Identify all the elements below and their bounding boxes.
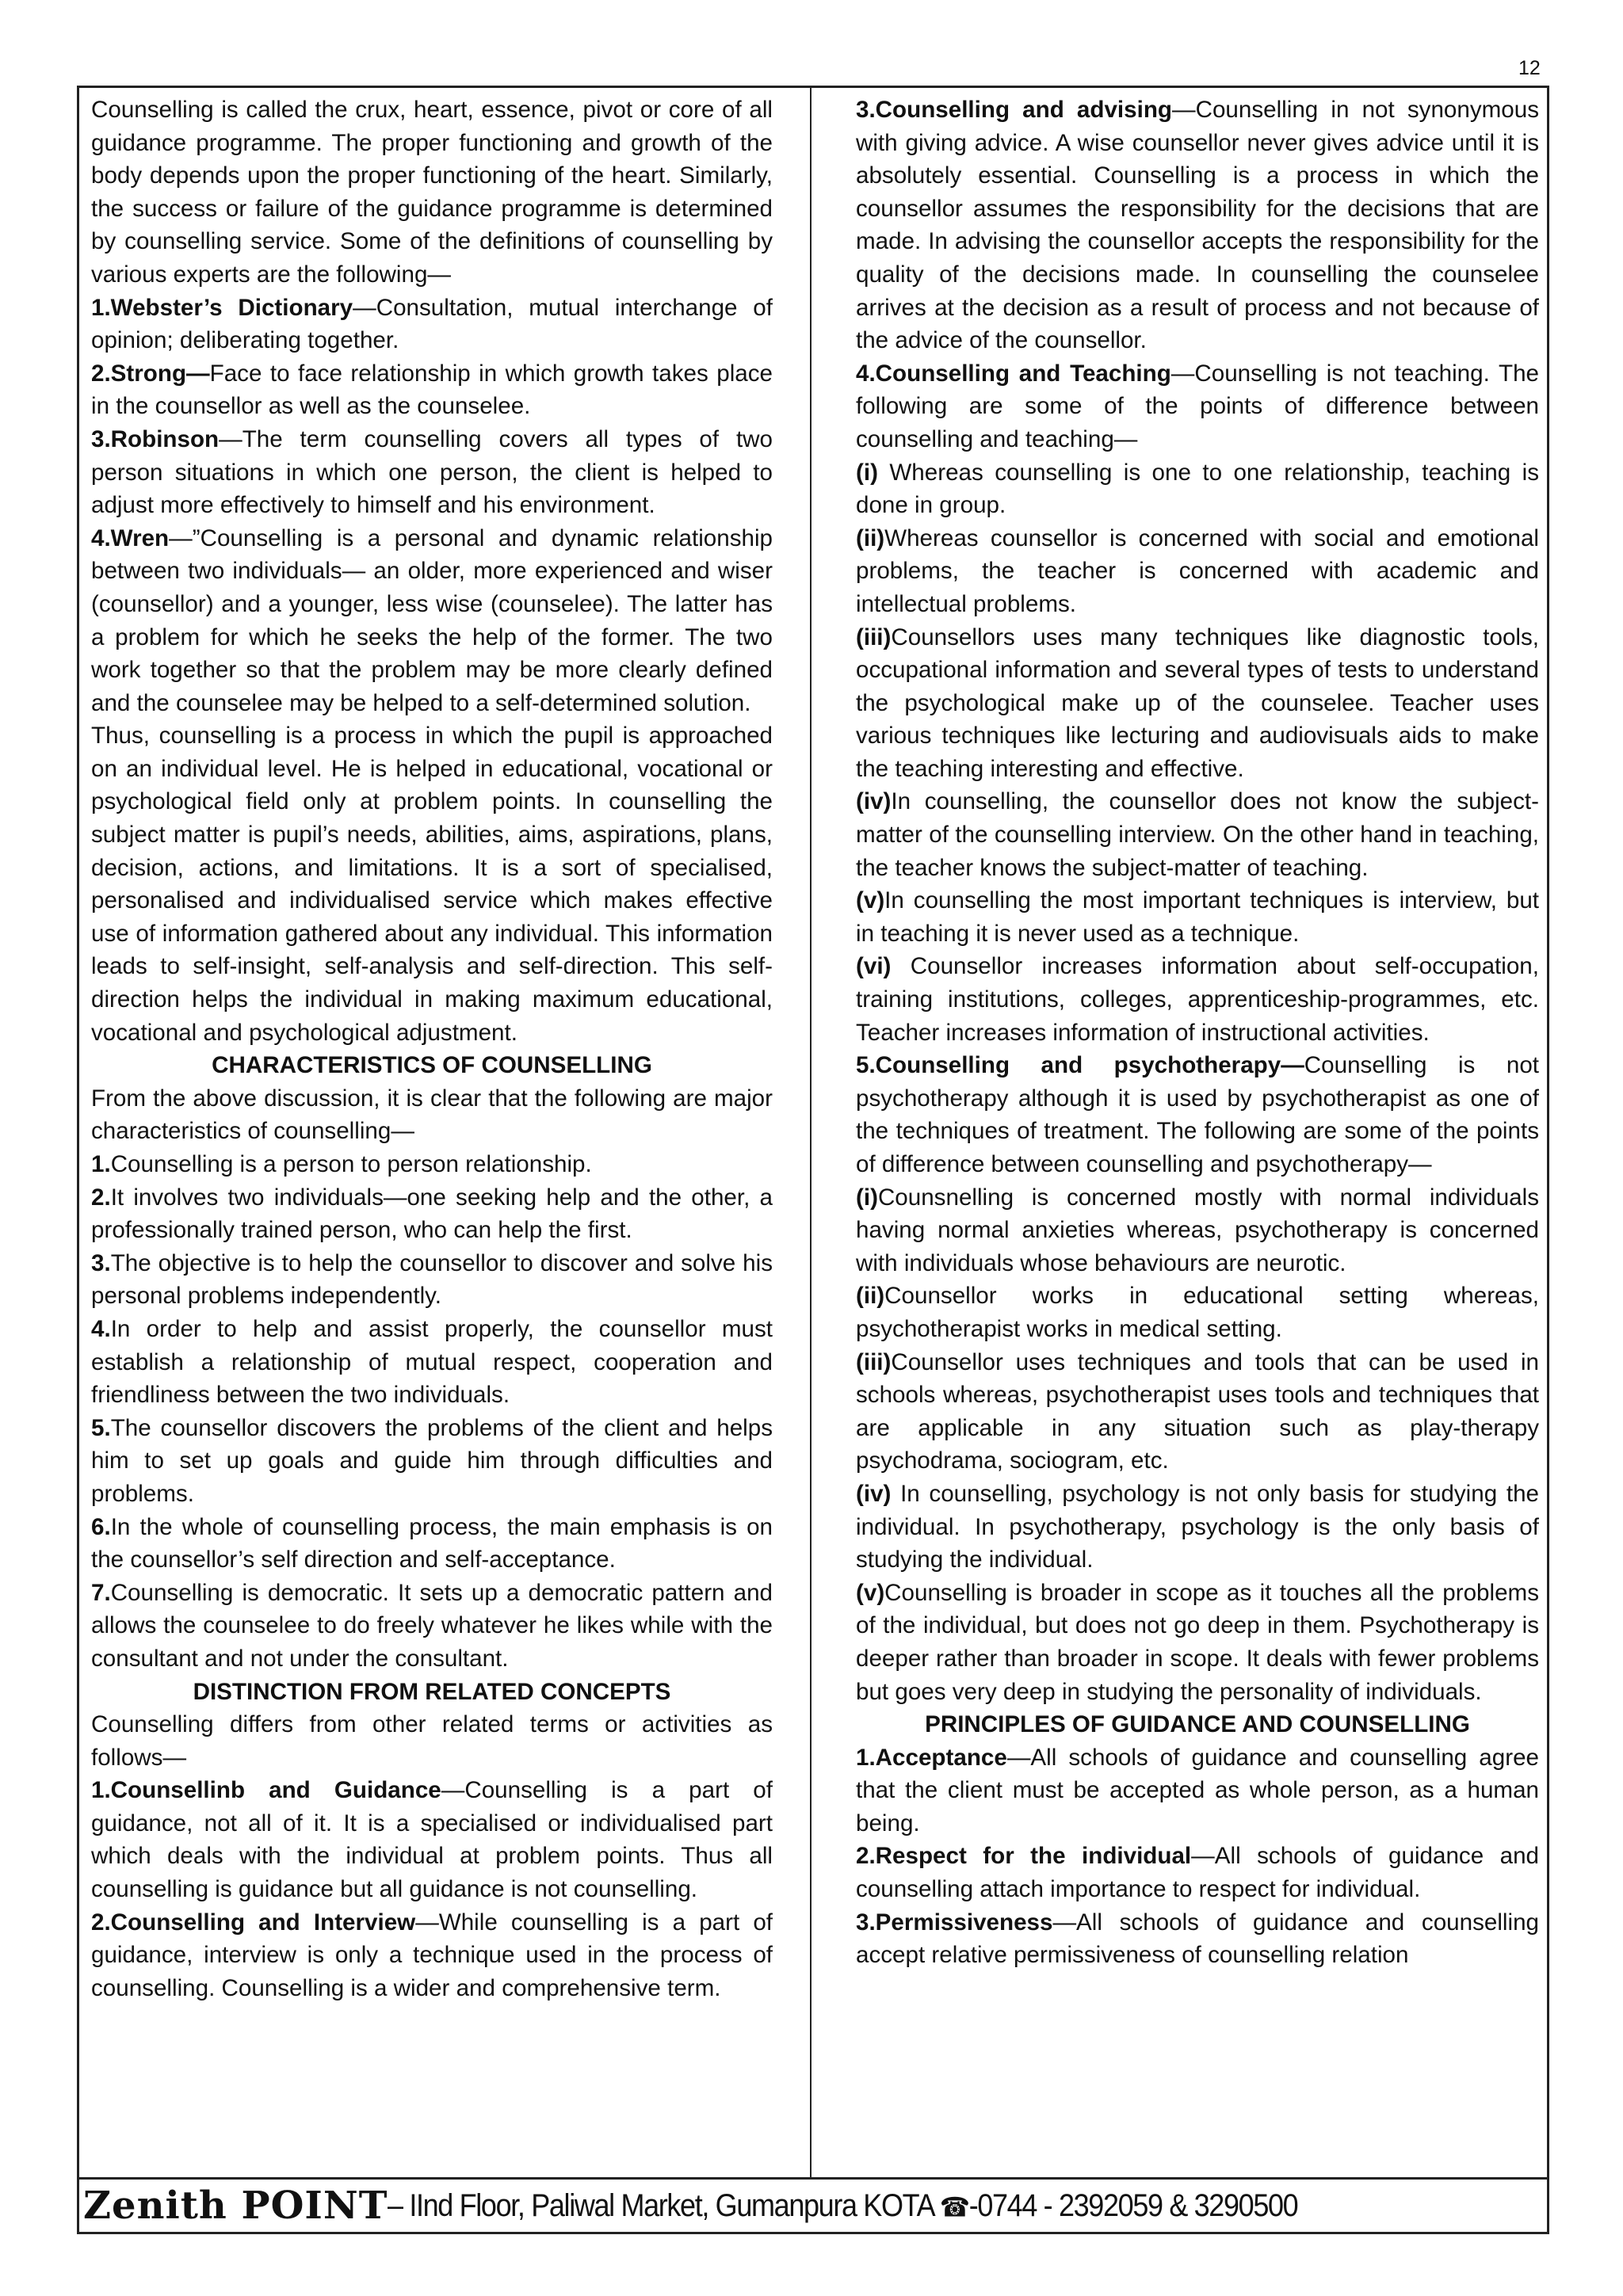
point-paragraph [856,456,1539,522]
point-paragraph [856,1181,1539,1280]
point-label: 1.Acceptance [856,1744,1007,1771]
point-text: —All schools of guidance and counselling attach importance to respect for individual. [856,1843,1539,1903]
point-text: In counselling, psychology is not only basis for studying the individual. In psychotherapy, psychology is the only basis of studying the individual. [856,1480,1539,1573]
point-text: —Counselling is a part of guidance, not all of it. It is a specialised or individualised part which deals with the individual at problem points. Thus all counselling is guidance but all guidance is not counselling. [91,1777,773,1903]
point-label: 4.Counselling and Teaching [856,360,1171,387]
address-text: – IInd Floor, Paliwal Market, Gumanpura KOTA [388,2187,934,2223]
point-paragraph [91,1906,773,2005]
point-text: Whereas counselling is one to one relationship, teaching is done in group. [856,459,1539,519]
point-paragraph [91,423,773,522]
point-paragraph [856,93,1539,357]
paragraph: Counselling differs from other related terms or activities as follows— [91,1711,773,1771]
point-text: In order to help and assist properly, the counsellor must establish a relationship of mutual respect, cooperation and friendliness between the two individuals. [91,1315,773,1409]
point-label: 3.Permissiveness [856,1909,1053,1936]
left-column [91,93,773,2004]
point-text: Counselling is democratic. It sets up a democratic pattern and allows the counselee to do freely whatever he likes while with the consultant and not under the consultant. [91,1579,773,1672]
point-label: (iv) [856,1480,892,1507]
point-label: 5.Counselling and psychotherapy— [856,1052,1304,1079]
point-text: Counselling is broader in scope as it touches all the problems of the individual, but does not go deep in them. Psychotherapy is deeper rather than broader in scope. It deals with fewer problems but goes very deep in studying the personality of individuals. [856,1579,1539,1705]
point-label: (ii) [856,1283,885,1310]
point-paragraph [91,1774,773,1905]
section-heading: PRINCIPLES OF GUIDANCE AND COUNSELLING [925,1711,1470,1738]
point-label: (iii) [856,624,892,650]
point-text: Whereas counsellor is concerned with social and emotional problems, the teacher is concerned with academic and intellectual problems. [856,524,1539,617]
point-label: 2.Counselling and Interview [91,1909,416,1936]
point-label: (iii) [856,1348,892,1375]
point-label: 7. [91,1579,111,1606]
point-text: It involves two individuals—one seeking help and the other, a professionally trained person, who can help the first. [91,1184,773,1244]
point-text: —The term counselling covers all types of two person situations in which one person, the client is helped to adjust more effectively to himself and his environment. [91,425,773,519]
point-paragraph [91,1412,773,1511]
point-label: 3. [91,1249,111,1276]
point-paragraph [856,1906,1539,1972]
point-text: In counselling, the counsellor does not know the subject-matter of the counselling interview. On the other hand in teaching, the teacher knows the subject-matter of teaching. [856,788,1539,881]
column-divider [810,86,812,2180]
point-label: 5. [91,1414,111,1441]
point-text: Counsellor uses techniques and tools that can be used in schools whereas, psychotherapist uses tools and techniques that are applicable in any situation such as play-therapy psychodrama, sociogram, etc. [856,1348,1539,1474]
brand-logo: Zenith POINT [83,2183,388,2228]
point-paragraph [856,950,1539,1049]
point-text: The objective is to help the counsellor to discover and solve his personal problems independently. [91,1249,773,1310]
point-paragraph [856,1346,1539,1478]
point-label: (ii) [856,524,885,551]
right-column [856,93,1539,1972]
point-label: 6. [91,1513,111,1540]
point-paragraph [91,1577,773,1676]
point-paragraph [91,522,773,720]
point-paragraph [856,1280,1539,1345]
paragraph: Thus, counselling is a process in which the pupil is approached on an individual level. He is helped in educational, vocational or psychological field only at problem points. In counselling the subject matter is pupil’s needs, abilities, aims, aspirations, plans, decision, actions, and limitations. It is a sort of specialised, personalised and individualised service which makes effective use of information gathered about any individual. This information leads to self-insight, self-analysis and self-direction. This self-direction helps the individual in making maximum educational, vocational and psychological adjustment. [91,723,773,1046]
point-text: Counsnelling is concerned mostly with normal individuals having normal anxieties whereas, psychotherapy is concerned with individuals whose behaviours are neurotic. [856,1184,1539,1276]
point-paragraph [856,621,1539,786]
section-heading: CHARACTERISTICS OF COUNSELLING [212,1052,652,1079]
point-text: In the whole of counselling process, the main emphasis is on the counsellor’s self direction and self-acceptance. [91,1513,773,1573]
point-label: 3.Counselling and advising [856,97,1172,123]
point-paragraph [856,522,1539,621]
point-text: —Consultation, mutual interchange of opinion; deliberating together. [91,294,773,354]
point-label: 3.Robinson [91,425,220,452]
point-text: In counselling the most important techniques is interview, but in teaching it is never used as a technique. [856,887,1539,947]
point-label: (v) [856,887,885,914]
point-text: Counsellors uses many techniques like diagnostic tools, occupational information and several types of tests to understand the psychological make up of the counselee. Teacher uses various techniques like lecturing and audiovisuals aids to make the teaching interesting and effective. [856,624,1539,782]
point-text: —”Counselling is a personal and dynamic relationship between two individuals— an older, more experienced and wiser (counsellor) and a younger, less wise (counselee). The latter has a problem for which he seeks the help of the former. The two work together so that the problem may be more clearly defined and the counselee may be helped to a self-determined solution. [91,524,773,716]
point-paragraph [91,357,773,423]
point-label: 2. [91,1184,111,1211]
point-label: 1. [91,1151,111,1177]
point-label: 2.Respect for the individual [856,1843,1192,1870]
point-label: 2.Strong— [91,360,210,387]
point-paragraph [91,1313,773,1412]
point-paragraph [91,292,773,357]
point-text: The counsellor discovers the problems of the client and helps him to set up goals and guide him through difficulties and problems. [91,1414,773,1507]
point-label: (i) [856,1184,878,1211]
telephone-icon: ☎ [940,2191,970,2222]
point-label: 4.Wren [91,524,170,551]
point-text: Counsellor increases information about self-occupation, training institutions, colleges, apprenticeship-programmes, etc. Teacher increases information of instructional activities. [856,953,1539,1046]
point-label: 1.Webster’s Dictionary [91,294,353,321]
point-paragraph [856,1577,1539,1708]
point-text: —All schools of guidance and counselling accept relative permissiveness of counselling relation [856,1909,1539,1969]
point-text: —All schools of guidance and counselling agree that the client must be accepted as whole person, as a human being. [856,1744,1539,1836]
section-heading: DISTINCTION FROM RELATED CONCEPTS [193,1678,671,1705]
footer-rule [77,2177,1549,2180]
point-text: —While counselling is a part of guidance, interview is only a technique used in the process of counselling. Counselling is a wider and comprehensive term. [91,1909,773,2001]
point-paragraph [856,884,1539,950]
point-paragraph [856,1741,1539,1840]
point-paragraph [856,1478,1539,1577]
footer [83,2183,1545,2231]
point-label: (iv) [856,788,892,815]
point-paragraph [91,1148,773,1181]
footer-address [388,2188,1297,2224]
paragraph: From the above discussion, it is clear that the following are major characteristics of counselling— [91,1085,773,1145]
point-text: Counselling is a person to person relationship. [110,1151,592,1177]
point-paragraph [856,1049,1539,1180]
point-paragraph [856,785,1539,884]
point-paragraph [91,1511,773,1577]
point-text: —Counselling in not synonymous with giving advice. A wise counsellor never gives advice until it is absolutely essential. Counselling is a process in which the counsellor assumes the responsibility for the decisions that are made. In advising the counsellor accepts the responsibility for the quality of the decisions made. In counselling the counselee arrives at the decision as a result of process and not because of the advice of the counsellor. [856,97,1539,354]
point-label: (v) [856,1579,885,1606]
point-label: 1.Counsellinb and Guidance [91,1777,441,1804]
point-paragraph [91,1181,773,1247]
point-text: —Counselling is not teaching. The following are some of the points of difference between counselling and teaching— [856,360,1539,452]
point-paragraph [856,357,1539,456]
point-text: Counselling is not psychotherapy although it is used by psychotherapist as one of the techniques of treatment. The following are some of the points of difference between counselling and psychotherapy— [856,1052,1539,1177]
page-number: 12 [1518,57,1541,79]
point-paragraph [856,1840,1539,1905]
phone-number: -0744 - 2392059 & 3290500 [969,2187,1298,2223]
paragraph: Counselling is called the crux, heart, essence, pivot or core of all guidance programme. The proper functioning and growth of the body depends upon the proper functioning of the heart. Similarly, the success or failure of the guidance programme is determined by counselling service. Some of the definitions of counselling by various experts are the following— [91,97,773,288]
point-text: Face to face relationship in which growth takes place in the counsellor as well as the counselee. [91,360,773,420]
point-paragraph [91,1247,773,1313]
point-label: (i) [856,459,878,486]
point-label: 4. [91,1315,111,1342]
point-text: Counsellor works in educational setting whereas, psychotherapist works in medical setting. [856,1283,1539,1342]
point-label: (vi) [856,953,892,980]
